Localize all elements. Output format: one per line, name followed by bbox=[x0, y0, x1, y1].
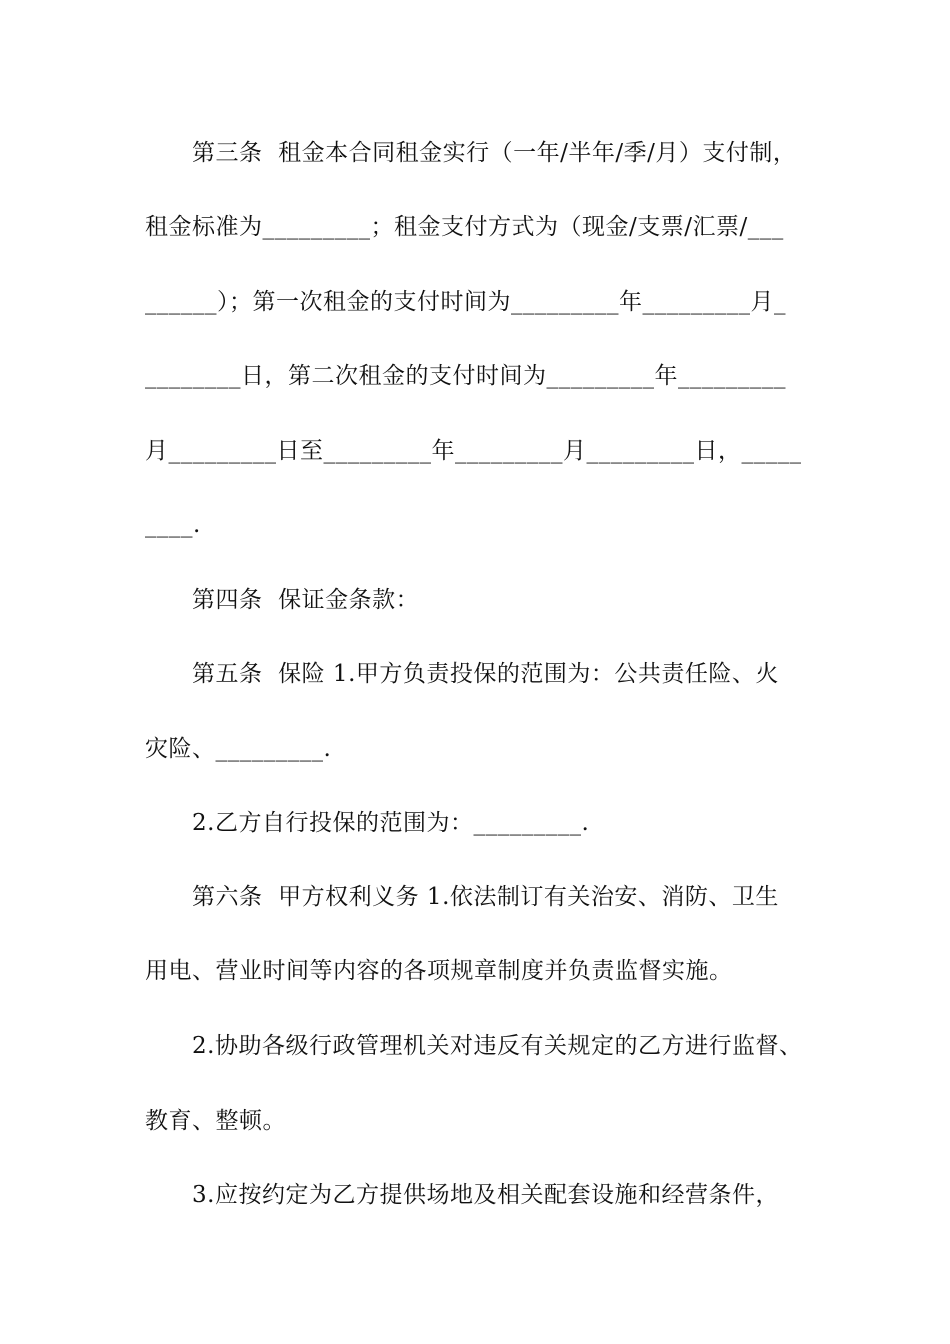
paragraph-line: 第六条 甲方权利义务 1.依法制订有关治安、消防、卫生 bbox=[192, 884, 779, 910]
paragraph-line: 2.乙方自行投保的范围为：_________. bbox=[192, 810, 590, 836]
paragraph-line: 2.协助各级行政管理机关对违反有关规定的乙方进行监督、 bbox=[192, 1033, 803, 1059]
paragraph-line: 月_________日至_________年_________月_________日，_____ bbox=[145, 438, 802, 464]
paragraph-line: 灾险、_________. bbox=[145, 736, 332, 762]
paragraph-line: ______）；第一次租金的支付时间为_________年_________月_ bbox=[145, 289, 786, 315]
paragraph-line: 第三条 租金本合同租金实行（一年/半年/季/月）支付制， bbox=[192, 140, 797, 166]
paragraph-line: 第四条 保证金条款： bbox=[192, 587, 420, 613]
paragraph-line: 用电、营业时间等内容的各项规章制度并负责监督实施。 bbox=[145, 958, 733, 984]
paragraph-line: 3.应按约定为乙方提供场地及相关配套设施和经营条件， bbox=[192, 1182, 779, 1208]
paragraph-line: ____. bbox=[145, 512, 201, 538]
paragraph-line: 第五条 保险 1.甲方负责投保的范围为：公共责任险、火 bbox=[192, 661, 779, 687]
paragraph-line: ________日，第二次租金的支付时间为_________年_________ bbox=[145, 363, 786, 389]
paragraph-line: 租金标准为_________；租金支付方式为（现金/支票/汇票/___ bbox=[145, 214, 784, 240]
paragraph-line: 教育、整顿。 bbox=[145, 1108, 286, 1134]
